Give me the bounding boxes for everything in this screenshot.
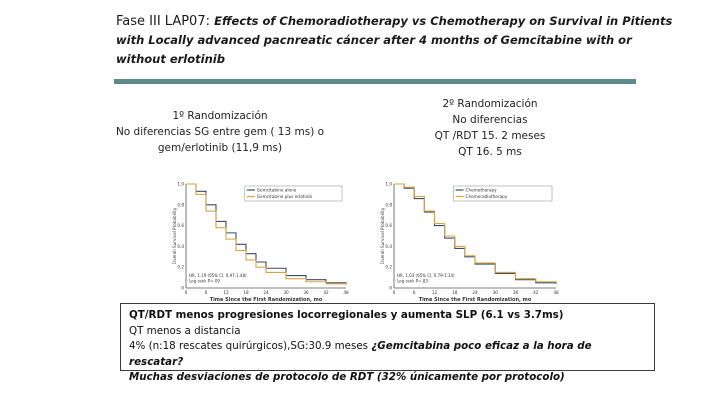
x-tick-label: 12 xyxy=(223,290,229,295)
randomization-1-text xyxy=(100,108,340,156)
x-axis-label: Time Since the First Randomization, mo xyxy=(418,297,532,303)
y-tick-label: 0.8 xyxy=(177,202,184,208)
title-divider xyxy=(114,79,636,84)
x-tick-label: 24 xyxy=(263,290,269,295)
y-tick-label: 0.6 xyxy=(177,223,184,229)
y-tick-label: 1.0 xyxy=(177,181,184,187)
x-axis-label: Time Since the First Randomization, mo xyxy=(209,297,323,303)
y-tick-label: 0.6 xyxy=(385,223,392,229)
randomization-2-text xyxy=(405,96,575,160)
y-axis-label: Overall Survival Probability xyxy=(172,207,177,265)
summary-line-3-question: ¿Gemcitabina poco eficaz a la hora de rescatar? xyxy=(129,340,592,368)
randomization-1-line: gem/erlotinib (11,9 ms) xyxy=(157,142,283,154)
legend-label: Gemcitabine plus erlotinib xyxy=(256,194,313,199)
x-tick-label: 48 xyxy=(343,290,349,295)
x-tick-label: 12 xyxy=(431,290,438,295)
x-tick-label: 18 xyxy=(452,290,458,295)
legend-label: Chemoradiotherapy xyxy=(465,194,508,199)
y-tick-label: 0.4 xyxy=(385,243,392,249)
chart-annotation: Log-rank P=.83 xyxy=(397,278,428,284)
legend-label: Gemcitabine alone xyxy=(256,187,297,193)
survival-chart-1-svg xyxy=(172,180,350,302)
x-tick-label: 36 xyxy=(303,290,309,295)
x-tick-label: 6 xyxy=(412,290,416,295)
x-tick-label: 18 xyxy=(243,290,249,295)
title-emphasis: Effects of Chemoradiotherapy vs Chemotherapy on Survival in Pitients with Locally advanced pacnreatic cáncer after 4 months of Gemcitabine with or without erlotinib xyxy=(116,14,673,66)
y-tick-label: 0 xyxy=(181,285,184,291)
summary-box xyxy=(120,303,655,383)
x-tick-label: 6 xyxy=(204,290,208,295)
randomization-2-line: No diferencias xyxy=(452,114,528,126)
y-tick-label: 0.4 xyxy=(177,243,184,249)
chart-annotation: HR, 1.03 (95% CI, 0.79-1.34) xyxy=(397,273,455,278)
x-tick-label: 48 xyxy=(553,290,559,295)
survival-chart-2-svg xyxy=(380,180,560,302)
summary-line-1: QT/RDT menos progresiones locorregionales y aumenta SLP (6.1 vs 3.7ms) xyxy=(129,309,564,321)
randomization-2-line: QT 16. 5 ms xyxy=(458,146,522,158)
chart-annotation: Log-rank P=.09 xyxy=(189,278,220,284)
summary-line-3 xyxy=(129,339,646,370)
legend-label: Chemotherapy xyxy=(465,187,497,193)
x-tick-label: 36 xyxy=(512,290,519,295)
title-prefix: Fase III LAP07: xyxy=(116,14,215,29)
randomization-1-line: No diferencias SG entre gem ( 13 ms) o xyxy=(115,126,325,138)
x-tick-label: 24 xyxy=(472,290,478,295)
y-tick-label: 0.2 xyxy=(385,264,392,270)
chart-annotation: HR, 1.19 (95% CI, 0.97-1.48) xyxy=(189,273,247,278)
survival-chart-2 xyxy=(380,180,560,302)
summary-line-4: Muchas desviaciones de protocolo de RDT (32% únicamente por protocolo) xyxy=(129,371,565,383)
slide-title xyxy=(116,12,676,69)
y-tick-label: 0.2 xyxy=(177,264,184,270)
y-axis-label: Overall Survival Probability xyxy=(380,207,385,265)
summary-line-3-text: 4% (n:18 rescates quirúrgicos),SG:30.9 meses xyxy=(129,340,372,352)
x-tick-label: 30 xyxy=(283,290,289,295)
x-tick-label: 30 xyxy=(492,290,498,295)
x-tick-label: 42 xyxy=(533,290,539,295)
y-tick-label: 0.8 xyxy=(385,202,392,208)
y-tick-label: 1.0 xyxy=(385,181,392,187)
randomization-1-heading: 1º Randomización xyxy=(172,110,268,122)
x-tick-label: 0 xyxy=(184,290,188,295)
summary-line-2: QT menos a distancia xyxy=(129,324,241,337)
x-tick-label: 0 xyxy=(392,290,396,295)
randomization-2-heading: 2º Randomización xyxy=(442,98,538,110)
x-tick-label: 42 xyxy=(323,290,329,295)
randomization-2-line: QT /RDT 15. 2 meses xyxy=(434,130,546,142)
y-tick-label: 0 xyxy=(389,285,392,291)
survival-chart-1 xyxy=(172,180,350,302)
